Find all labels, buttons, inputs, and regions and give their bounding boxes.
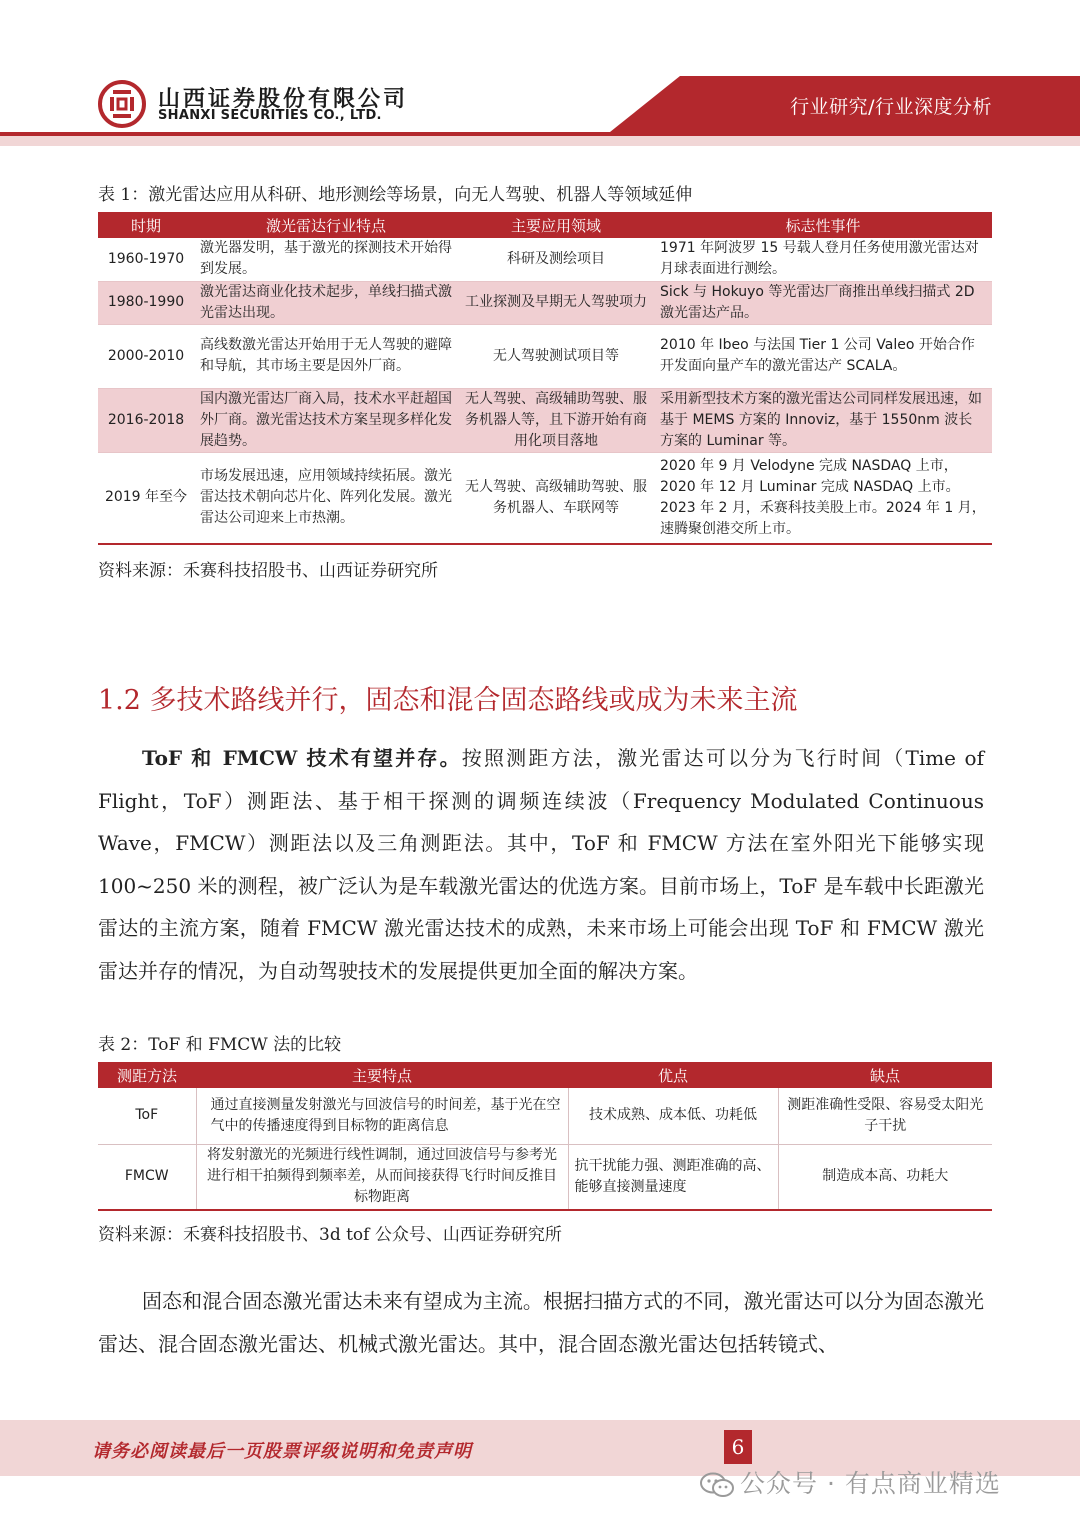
table-row bbox=[98, 238, 992, 281]
table-cell: 激光器发明，基于激光的探测技术开始得到发展。 bbox=[194, 238, 458, 281]
table2-caption: 表 2：ToF 和 FMCW 法的比较 bbox=[98, 1035, 342, 1055]
table-cell: 科研及测绘项目 bbox=[458, 238, 654, 281]
table-cell: 2020 年 9 月 Velodyne 完成 NASDAQ 上市，2020 年 12 月 Luminar 完成 NASDAQ 上市。2023 年 2 月，禾赛科技美股上市。2024 年 1 月，速腾聚创港交所上市。 bbox=[654, 452, 992, 544]
table1-caption: 表 1：激光雷达应用从科研、地形测绘等场景，向无人驾驶、机器人等领域延伸 bbox=[98, 185, 693, 205]
table2 bbox=[98, 1062, 992, 1211]
company-logo-icon bbox=[98, 80, 146, 128]
table-cell: 2000-2010 bbox=[98, 324, 194, 388]
table-cell: 激光雷达商业化技术起步，单线扫描式激光雷达出现。 bbox=[194, 281, 458, 324]
table-cell: 无人驾驶、高级辅助驾驶、服务机器人等，且下游开始有商用化项目落地 bbox=[458, 388, 654, 452]
table1-header-row bbox=[98, 212, 992, 238]
wechat-icon bbox=[700, 1472, 734, 1498]
table-cell: 技术成熟、成本低、功耗低 bbox=[568, 1088, 778, 1144]
table-cell: 制造成本高、功耗大 bbox=[778, 1144, 992, 1210]
table1-source: 资料来源：禾赛科技招股书、山西证券研究所 bbox=[98, 561, 438, 581]
watermark-text: 公众号 · 有点商业精选 bbox=[740, 1469, 1001, 1498]
table-cell: 国内激光雷达厂商入局，技术水平赶超国外厂商。激光雷达技术方案呈现多样化发展趋势。 bbox=[194, 388, 458, 452]
table1 bbox=[98, 212, 992, 545]
table-cell: 无人驾驶测试项目等 bbox=[458, 324, 654, 388]
table2-header-row bbox=[98, 1062, 992, 1088]
table-cell: Sick 与 Hokuyo 等光雷达厂商推出单线扫描式 2D 激光雷达产品。 bbox=[654, 281, 992, 324]
paragraph-tof-fmcw bbox=[98, 737, 984, 992]
table-cell: 2010 年 Ibeo 与法国 Tier 1 公司 Valeo 开始合作开发面向量产车的激光雷达产 SCALA。 bbox=[654, 324, 992, 388]
paragraph-body: 按照测距方法，激光雷达可以分为飞行时间（Time of Flight，ToF）测距法、基于相干探测的调频连续波（Frequency Modulated Continuous Wave，FMCW）测距法以及三角测距法。其中，ToF 和 FMCW 方法在室外阳光下能够实现 100~250 米的测程，被广泛认为是车载激光雷达的优选方案。目前市场上，ToF 是车载中长距激光雷达的主流方案，随着 FMCW 激光雷达技术的成熟，未来市场上可能会出现 ToF 和 FMCW 激光雷达并存的情况，为自动驾驶技术的发展提供更加全面的解决方案。 bbox=[98, 746, 985, 983]
table-cell: 测距准确性受限、容易受太阳光子干扰 bbox=[778, 1088, 992, 1144]
table2-source: 资料来源：禾赛科技招股书、3d tof 公众号、山西证券研究所 bbox=[98, 1225, 562, 1245]
table-cell: 通过直接测量发射激光与回波信号的时间差，基于光在空气中的传播速度得到目标物的距离信息 bbox=[196, 1088, 568, 1144]
disclaimer-note[interactable]: 请务必阅读最后一页股票评级说明和免责声明 bbox=[92, 1441, 472, 1462]
table-cell: 将发射激光的光频进行线性调制，通过回波信号与参考光进行相干拍频得到频率差，从而间接获得飞行时间反推目标物距离 bbox=[196, 1144, 568, 1210]
header-divider-light bbox=[0, 136, 1080, 146]
table2-header: 优点 bbox=[568, 1062, 778, 1088]
company-name-en: SHANXI SECURITIES CO., LTD. bbox=[158, 108, 382, 123]
table-cell: 1971 年阿波罗 15 号载人登月任务使用激光雷达对月球表面进行测绘。 bbox=[654, 238, 992, 281]
table-cell: 无人驾驶、高级辅助驾驶、服务机器人、车联网等 bbox=[458, 452, 654, 544]
table-cell: 高线数激光雷达开始用于无人驾驶的避障和导航，其市场主要是因外厂商。 bbox=[194, 324, 458, 388]
table-cell: 采用新型技术方案的激光雷达公司同样发展迅速，如基于 MEMS 方案的 Innoviz，基于 1550nm 波长方案的 Luminar 等。 bbox=[654, 388, 992, 452]
table-cell: 抗干扰能力强、测距准确的高、能够直接测量速度 bbox=[568, 1144, 778, 1210]
table2-header: 缺点 bbox=[778, 1062, 992, 1088]
table-cell: 2016-2018 bbox=[98, 388, 194, 452]
table-row bbox=[98, 452, 992, 544]
table1-header: 时期 bbox=[98, 212, 194, 238]
company-name-cn: 山西证券股份有限公司 bbox=[158, 87, 409, 112]
table-row bbox=[98, 281, 992, 324]
table1-header: 标志性事件 bbox=[654, 212, 992, 238]
table-cell: FMCW bbox=[98, 1144, 196, 1210]
table-cell: 市场发展迅速，应用领域持续拓展。激光雷达技术朝向芯片化、阵列化发展。激光雷达公司迎来上市热潮。 bbox=[194, 452, 458, 544]
table-cell: 2019 年至今 bbox=[98, 452, 194, 544]
table1-header: 主要应用领域 bbox=[458, 212, 654, 238]
table-row bbox=[98, 388, 992, 452]
table-cell: 1980-1990 bbox=[98, 281, 194, 324]
page-header bbox=[0, 0, 1080, 150]
table-cell: ToF bbox=[98, 1088, 196, 1144]
table1-header: 激光雷达行业特点 bbox=[194, 212, 458, 238]
report-category: 行业研究/行业深度分析 bbox=[790, 96, 992, 118]
table-row bbox=[98, 1088, 992, 1144]
table-row bbox=[98, 1144, 992, 1210]
table-cell: 工业探测及早期无人驾驶项力 bbox=[458, 281, 654, 324]
table2-header: 主要特点 bbox=[196, 1062, 568, 1088]
table-row bbox=[98, 324, 992, 388]
paragraph-solid-state: 固态和混合固态激光雷达未来有望成为主流。根据扫描方式的不同，激光雷达可以分为固态激光雷达、混合固态激光雷达、机械式激光雷达。其中，混合固态激光雷达包括转镜式、 bbox=[98, 1289, 984, 1356]
section-title: 1.2 多技术路线并行，固态和混合固态路线或成为未来主流 bbox=[98, 685, 798, 716]
table-cell: 1960-1970 bbox=[98, 238, 194, 281]
paragraph-lead: ToF 和 FMCW 技术有望并存。 bbox=[142, 746, 462, 770]
table2-header: 测距方法 bbox=[98, 1062, 196, 1088]
page-number: 6 bbox=[724, 1430, 752, 1464]
watermark bbox=[700, 1464, 1001, 1500]
